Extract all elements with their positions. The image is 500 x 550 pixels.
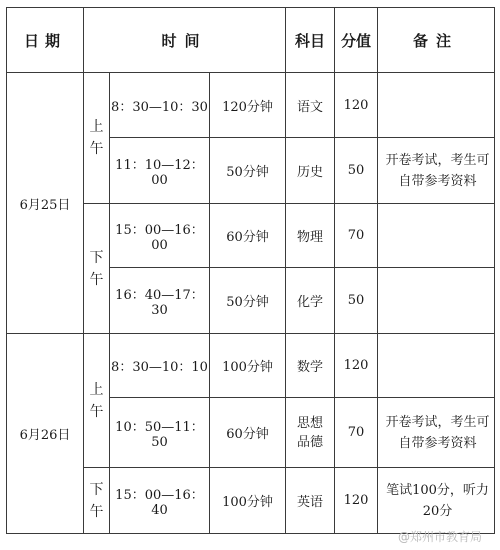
header-date: 日期 [7,8,84,73]
subject-cell [286,398,335,468]
table-row [7,334,495,398]
subject-cell: 物理 [286,204,335,268]
header-subject: 科目 [286,8,335,73]
session-label-bottom: 午 [89,271,104,288]
score-cell: 70 [335,398,378,468]
subject-cell: 化学 [286,268,335,334]
session-label-top: 下 [89,249,104,266]
session-label [84,73,110,204]
duration-cell: 60分钟 [210,398,286,468]
session-label-bottom: 午 [89,141,104,157]
session-label-top: 下 [89,481,104,498]
score-cell: 120 [335,73,378,138]
exam-schedule-table [6,7,495,534]
duration-cell: 100分钟 [210,334,286,398]
score-cell: 70 [335,204,378,268]
time-cell: 15：00—16：40 [110,468,210,534]
time-cell: 8：30—10：10 [110,334,210,398]
header-score: 分值 [335,8,378,73]
subject-cell: 数学 [286,334,335,398]
duration-cell: 100分钟 [210,468,286,534]
score-cell: 120 [335,468,378,534]
note-cell [378,268,495,334]
subject-cell: 英语 [286,468,335,534]
session-label-bottom: 午 [89,503,104,520]
session-label-top: 上 [89,119,104,135]
note-cell [378,334,495,398]
date-cell: 6月25日 [7,73,84,334]
duration-cell: 50分钟 [210,268,286,334]
header-row [7,8,495,73]
note-cell [378,204,495,268]
score-cell: 120 [335,334,378,398]
source-watermark: @郑州市教育局 [397,530,482,544]
duration-cell: 60分钟 [210,204,286,268]
note-cell: 笔试100分，听力20分 [378,468,495,534]
session-label [84,204,110,334]
session-label-bottom: 午 [89,403,104,420]
time-cell: 8：30—10：30 [110,73,210,138]
duration-cell: 120分钟 [210,73,286,138]
subject-cell: 语文 [286,73,335,138]
session-label-top: 上 [89,381,104,398]
time-cell: 16：40—17：30 [110,268,210,334]
session-label [84,468,110,534]
header-note: 备注 [378,8,495,73]
table-row [7,73,495,138]
subject-line: 思想 [296,415,323,431]
time-cell: 15：00—16：00 [110,204,210,268]
time-cell: 10：50—11：50 [110,398,210,468]
duration-cell: 50分钟 [210,138,286,204]
note-cell: 开卷考试，考生可自带参考资料 [378,138,495,204]
time-cell: 11：10—12：00 [110,138,210,204]
date-cell: 6月26日 [7,334,84,534]
subject-cell: 历史 [286,138,335,204]
note-cell [378,73,495,138]
score-cell: 50 [335,268,378,334]
header-time: 时间 [84,8,286,73]
subject-line: 品德 [296,434,323,450]
note-cell: 开卷考试，考生可自带参考资料 [378,398,495,468]
score-cell: 50 [335,138,378,204]
session-label [84,334,110,468]
